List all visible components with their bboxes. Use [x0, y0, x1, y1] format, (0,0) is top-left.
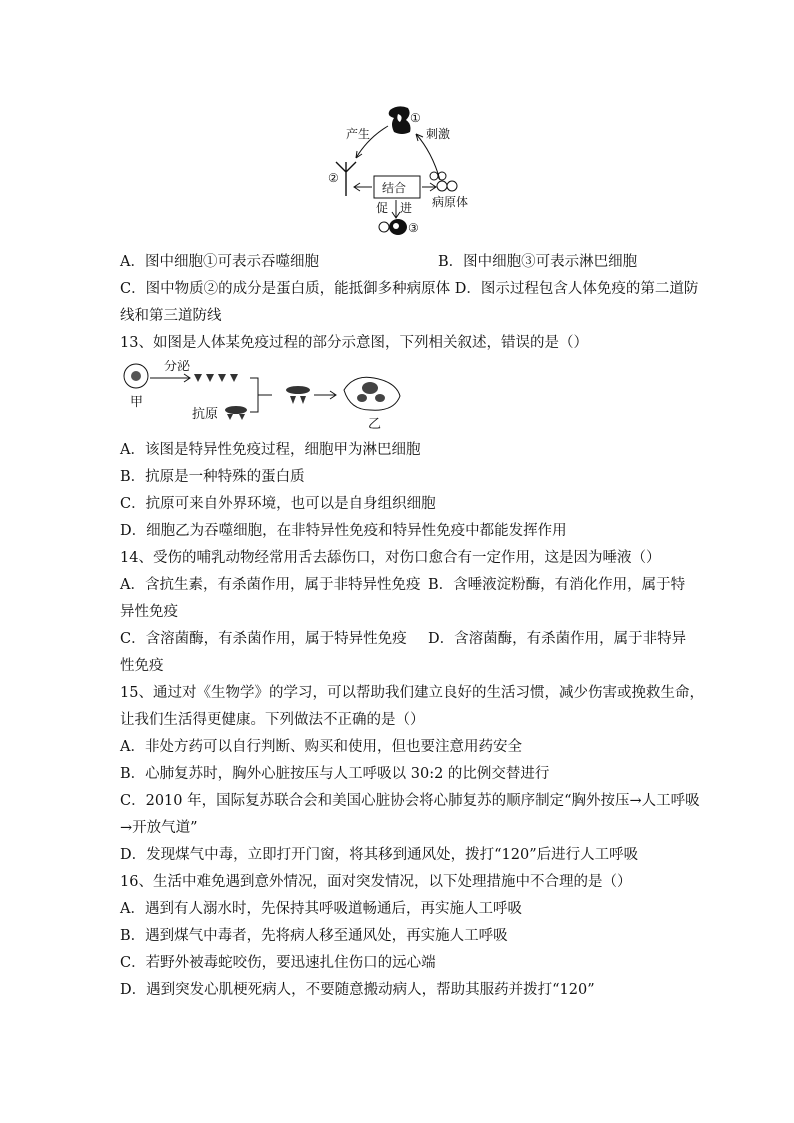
cell-jia-label: 甲: [130, 395, 144, 410]
label-1: ①: [410, 111, 421, 125]
q14-option-d-cont: 性免疫: [120, 658, 164, 674]
pathogen-label: 病原体: [432, 195, 469, 209]
antigen-label: 抗原: [192, 407, 219, 422]
q13-option-d: D．细胞乙为吞噬细胞，在非特异性免疫和特异性免疫中都能发挥作用: [120, 523, 567, 539]
q16-stem: 16、生活中难免遇到意外情况，面对突发情况，以下处理措施中不合理的是（）: [120, 874, 632, 890]
q13-option-b: B．抗原是一种特殊的蛋白质: [120, 469, 305, 485]
produce-label: 产生: [346, 127, 371, 141]
stimulate-label: 刺激: [426, 127, 451, 141]
q12-option-d-cont: 线和第三道防线: [120, 308, 222, 324]
q13-option-c: C．抗原可来自外界环境，也可以是自身组织细胞: [120, 496, 436, 512]
q14-option-b-cont: 异性免疫: [120, 604, 178, 620]
q16-option-a: A．遇到有人溺水时，先保持其呼吸道畅通后，再实施人工呼吸: [120, 901, 522, 917]
antibody-shape: [336, 162, 356, 196]
q14-option-b: B．含唾液淀粉酶，有消化作用，属于特: [428, 577, 686, 593]
q12-option-a: A．图中细胞①可表示吞噬细胞: [120, 254, 319, 270]
q13-option-a: A．该图是特异性免疫过程，细胞甲为淋巴细胞: [120, 442, 421, 458]
antigen-shape: [225, 406, 247, 420]
immune-cycle-figure: [320, 100, 480, 240]
q13-stem: 13、如图是人体某免疫过程的部分示意图，下列相关叙述，错误的是（）: [120, 335, 588, 351]
label-2: ②: [328, 171, 339, 185]
q15-option-d: D．发现煤气中毒，立即打开门窗，将其移到通风处，拨打“120”后进行人工呼吸: [120, 847, 639, 863]
q15-option-b: B．心肺复苏时，胸外心脏按压与人工呼吸以 30:2 的比例交替进行: [120, 766, 550, 782]
q15-stem: 15、通过对《生物学》的学习，可以帮助我们建立良好的生活习惯，减少伤害或挽救生命，: [120, 685, 704, 701]
q16-option-c: C．若野外被毒蛇咬伤，要迅速扎住伤口的远心端: [120, 955, 436, 971]
q16-option-d: D．遇到突发心肌梗死病人，不要随意搬动病人，帮助其服药并拨打“120”: [120, 982, 595, 998]
q12-option-b: B．图中细胞③可表示淋巴细胞: [438, 254, 638, 270]
q14-option-d: D．含溶菌酶，有杀菌作用，属于非特异: [428, 631, 687, 647]
q14-stem: 14、受伤的哺乳动物经常用舌去舔伤口，对伤口愈合有一定作用，这是因为唾液（）: [120, 550, 661, 566]
complex-shape: [286, 386, 310, 404]
combine-label: 结合: [382, 181, 407, 195]
q14-option-c: C．含溶菌酶，有杀菌作用，属于特异性免疫: [120, 631, 407, 647]
q15-option-a: A．非处方药可以自行判断、购买和使用，但也要注意用药安全: [120, 739, 522, 755]
q12-option-c-d: C．图中物质②的成分是蛋白质，能抵御多种病原体 D．图示过程包含人体免疫的第二道防: [120, 281, 699, 297]
q14-option-a: A．含抗生素，有杀菌作用，属于非特异性免疫: [120, 577, 421, 593]
promote-label-2: 进: [400, 201, 413, 215]
label-3: ③: [408, 221, 419, 235]
secrete-label: 分泌: [164, 360, 191, 374]
q15-stem-cont: 让我们生活得更健康。下列做法不正确的是（）: [120, 712, 425, 728]
q15-option-c-cont: →开放气道”: [120, 820, 198, 836]
q15-option-c: C．2010 年，国际复苏联合会和美国心脏协会将心肺复苏的顺序制定“胸外按压→人工呼吸: [120, 793, 700, 809]
cell-yi-label: 乙: [368, 417, 382, 432]
q16-option-b: B．遇到煤气中毒者，先将病人移至通风处，再实施人工呼吸: [120, 928, 508, 944]
immune-process-figure: [118, 360, 408, 432]
antibody-group: [194, 374, 238, 382]
promote-label-1: 促: [376, 201, 389, 215]
